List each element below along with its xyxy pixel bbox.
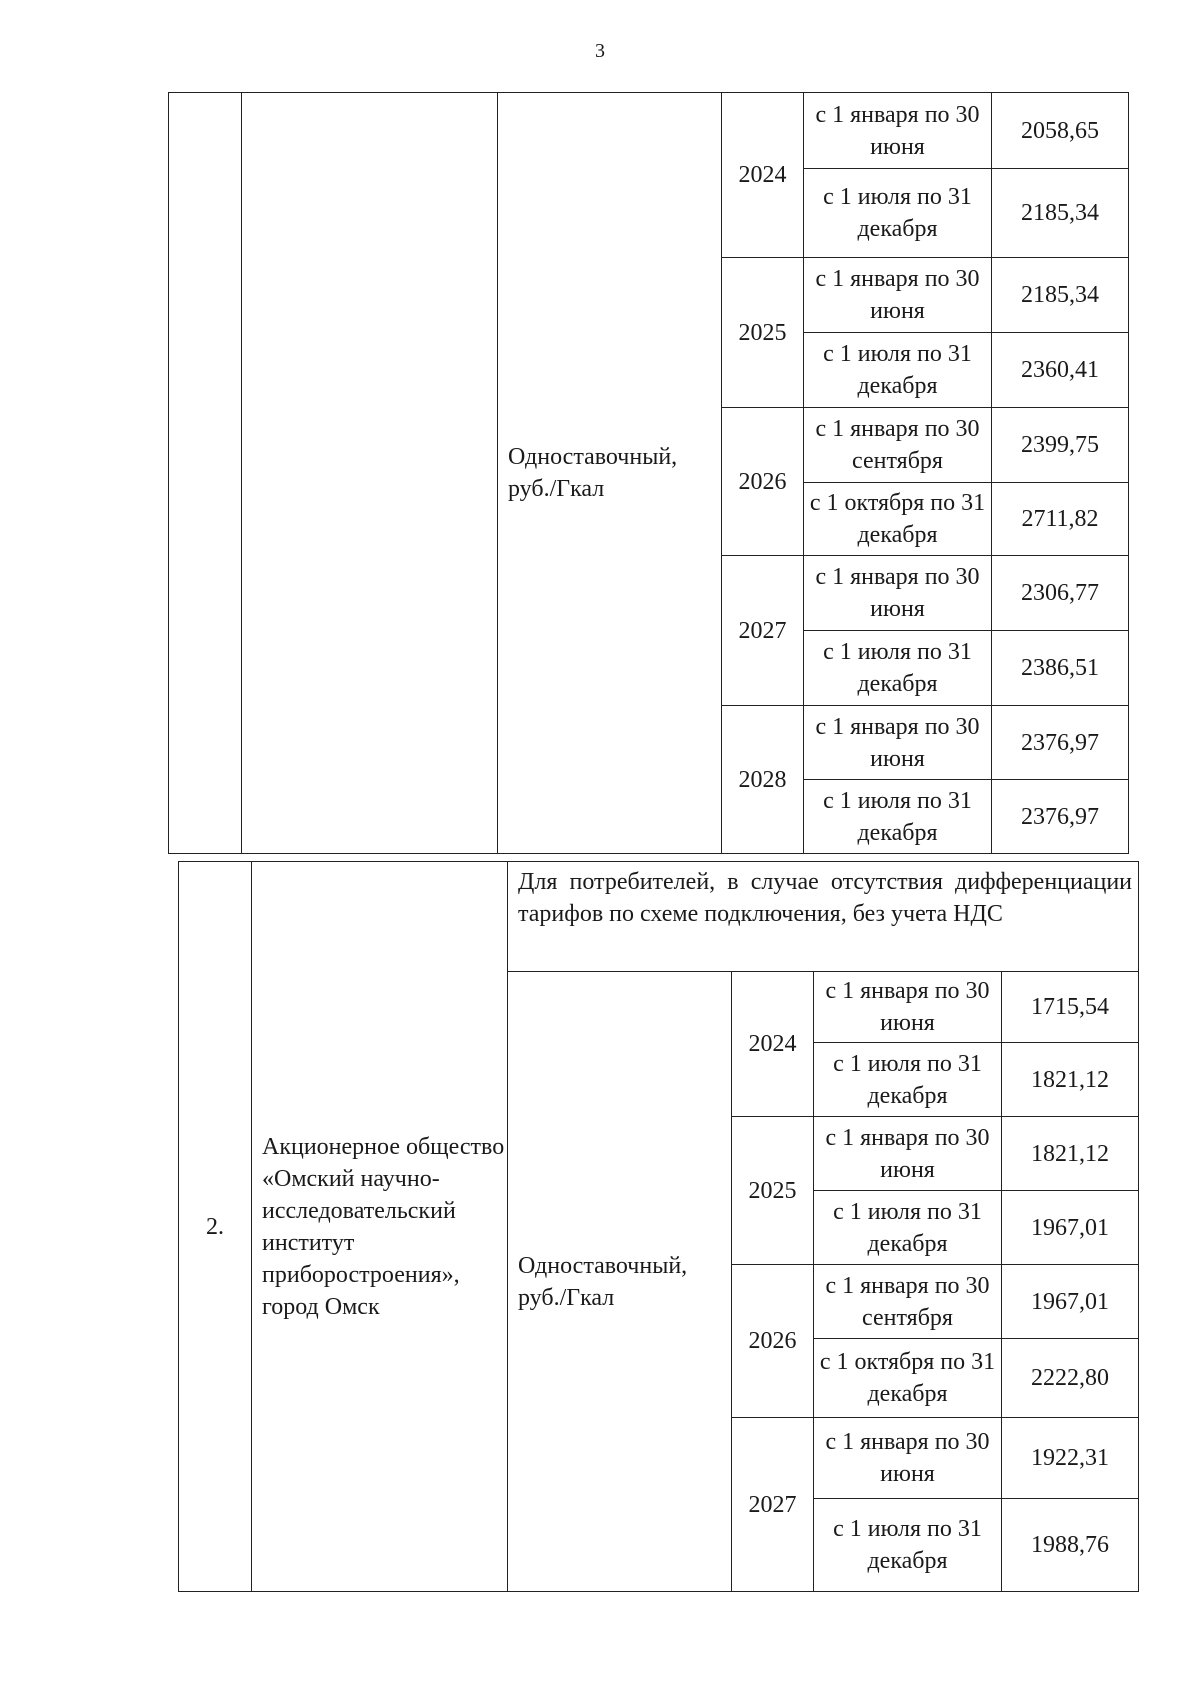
year-cell: 2027: [722, 556, 804, 706]
rate-type-cell: Одноставочный, руб./Гкал: [498, 93, 722, 854]
period-cell: с 1 января по 30 июня: [804, 93, 992, 169]
period-cell: с 1 июля по 31 декабря: [814, 1191, 1002, 1265]
year-cell: 2026: [732, 1265, 814, 1418]
year-cell: 2025: [722, 258, 804, 408]
period-cell: с 1 июля по 31 декабря: [804, 169, 992, 258]
row-number-cell: 2.: [179, 862, 252, 1592]
tariff-value-cell: 2360,41: [992, 333, 1129, 408]
tariff-value-cell: 2185,34: [992, 258, 1129, 333]
number-cell-empty: [169, 93, 242, 854]
tariff-value-cell: 2376,97: [992, 780, 1129, 854]
year-cell: 2024: [722, 93, 804, 258]
period-cell: с 1 января по 30 июня: [814, 972, 1002, 1043]
period-cell: с 1 июля по 31 декабря: [814, 1043, 1002, 1117]
tariff-value-cell: 2185,34: [992, 169, 1129, 258]
tariff-value-cell: 1715,54: [1002, 972, 1139, 1043]
tariff-table-organization-2: [178, 861, 1139, 1592]
tariff-value-cell: 2386,51: [992, 631, 1129, 706]
period-cell: с 1 июля по 31 декабря: [814, 1499, 1002, 1592]
organization-cell-empty: [242, 93, 498, 854]
page-number: 3: [595, 40, 605, 62]
period-cell: с 1 января по 30 сентября: [804, 408, 992, 483]
tariff-value-cell: 1922,31: [1002, 1418, 1139, 1499]
tariff-value-cell: 1967,01: [1002, 1265, 1139, 1339]
period-cell: с 1 января по 30 июня: [804, 258, 992, 333]
period-cell: с 1 января по 30 июня: [814, 1117, 1002, 1191]
period-cell: с 1 января по 30 сентября: [814, 1265, 1002, 1339]
period-cell: с 1 июля по 31 декабря: [804, 780, 992, 854]
tariff-value-cell: 2222,80: [1002, 1339, 1139, 1418]
tariff-value-cell: 1821,12: [1002, 1117, 1139, 1191]
year-cell: 2025: [732, 1117, 814, 1265]
tariff-value-cell: 1967,01: [1002, 1191, 1139, 1265]
period-cell: с 1 октября по 31 декабря: [814, 1339, 1002, 1418]
year-cell: 2028: [722, 706, 804, 854]
period-cell: с 1 января по 30 июня: [804, 556, 992, 631]
period-cell: с 1 октября по 31 декабря: [804, 483, 992, 556]
year-cell: 2026: [722, 408, 804, 556]
consumer-note-cell: Для потребителей, в случае отсутствия дифференциации тарифов по схеме подключения, без учета НДС: [508, 862, 1139, 972]
tariff-value-cell: 2058,65: [992, 93, 1129, 169]
period-cell: с 1 января по 30 июня: [814, 1418, 1002, 1499]
rate-type-cell: Одноставочный, руб./Гкал: [508, 972, 732, 1592]
tariff-value-cell: 2711,82: [992, 483, 1129, 556]
year-cell: 2024: [732, 972, 814, 1117]
organization-name-cell: Акционерное общество «Омский научно-исследовательский институт приборостроения», город Омск: [252, 862, 508, 1592]
tariff-value-cell: 2399,75: [992, 408, 1129, 483]
period-cell: с 1 января по 30 июня: [804, 706, 992, 780]
period-cell: с 1 июля по 31 декабря: [804, 631, 992, 706]
tariff-table-continued: [168, 92, 1129, 854]
year-cell: 2027: [732, 1418, 814, 1592]
tariff-value-cell: 2306,77: [992, 556, 1129, 631]
tariff-value-cell: 1988,76: [1002, 1499, 1139, 1592]
period-cell: с 1 июля по 31 декабря: [804, 333, 992, 408]
tariff-value-cell: 1821,12: [1002, 1043, 1139, 1117]
tariff-value-cell: 2376,97: [992, 706, 1129, 780]
